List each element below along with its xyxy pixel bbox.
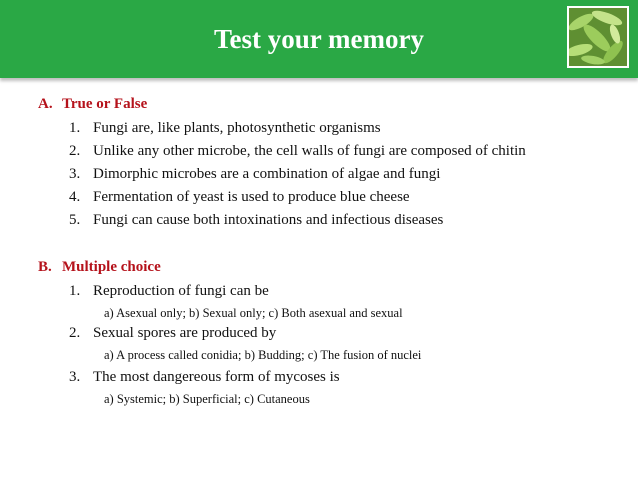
- section-a-letter: A.: [38, 96, 53, 112]
- item-number: 5.: [69, 212, 81, 228]
- item-text: Dimorphic microbes are a combination of algae and fungi: [93, 166, 441, 182]
- item-text: Sexual spores are produced by: [93, 325, 277, 341]
- section-a-title: True or False: [62, 96, 148, 112]
- section-b-letter: B.: [38, 259, 52, 275]
- item-text: Reproduction of fungi can be: [93, 283, 269, 299]
- item-text: Unlike any other microbe, the cell walls of fungi are composed of chitin: [93, 143, 526, 159]
- list-item: [69, 120, 381, 137]
- list-item: [69, 325, 276, 342]
- list-item: [69, 369, 340, 386]
- item-number: 1.: [69, 120, 81, 136]
- list-item: [69, 189, 410, 206]
- section-a-heading: [38, 96, 147, 113]
- answer-options: a) Systemic; b) Superficial; c) Cutaneous: [104, 392, 310, 406]
- list-item: [69, 166, 440, 183]
- answer-options: a) A process called conidia; b) Budding; c) The fusion of nuclei: [104, 348, 422, 362]
- list-item: [69, 212, 443, 229]
- item-number: 3.: [69, 166, 81, 182]
- item-text: Fermentation of yeast is used to produce blue cheese: [93, 189, 410, 205]
- page-title: Test your memory: [214, 24, 424, 54]
- item-number: 3.: [69, 369, 81, 385]
- item-number: 2.: [69, 325, 81, 341]
- answer-options: a) Asexual only; b) Sexual only; c) Both asexual and sexual: [104, 306, 403, 320]
- section-b-title: Multiple choice: [62, 259, 161, 275]
- item-number: 4.: [69, 189, 81, 205]
- list-item: [69, 283, 269, 300]
- item-text: The most dangereous form of mycoses is: [93, 369, 340, 385]
- fungi-thumbnail-icon: [567, 6, 629, 68]
- item-number: 1.: [69, 283, 81, 299]
- list-item: [69, 143, 526, 160]
- item-number: 2.: [69, 143, 81, 159]
- item-text: Fungi are, like plants, photosynthetic organisms: [93, 120, 381, 136]
- item-text: Fungi can cause both intoxinations and infectious diseases: [93, 212, 444, 228]
- section-b-heading: [38, 259, 161, 276]
